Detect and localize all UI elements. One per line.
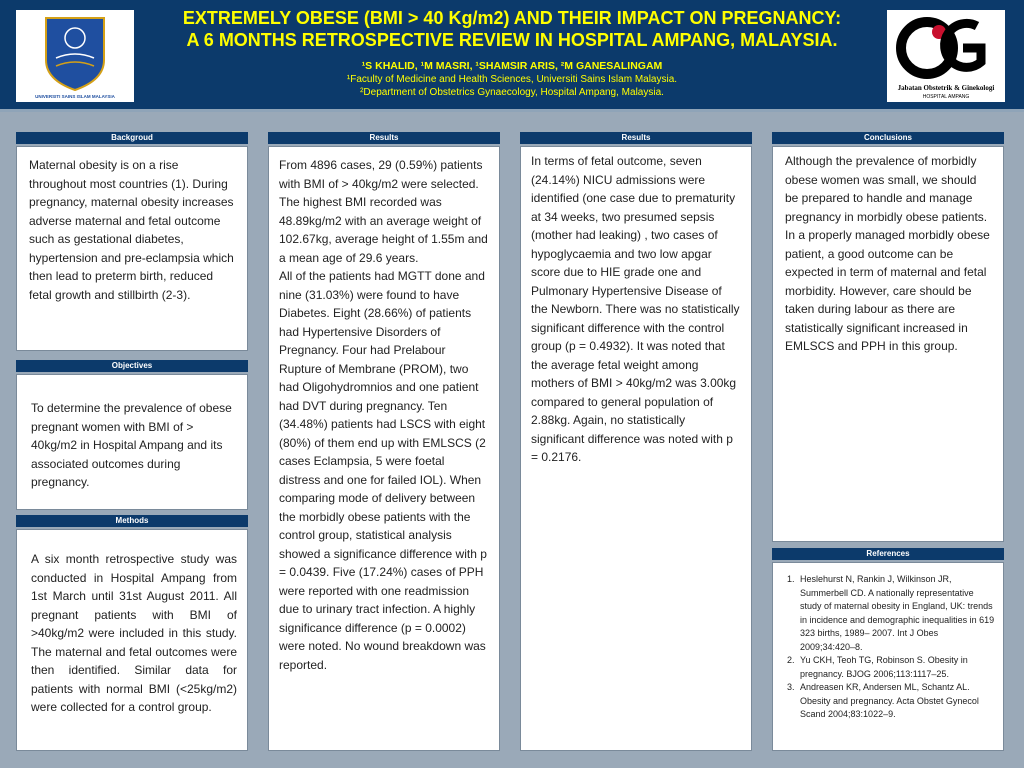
conclusions-panel — [772, 146, 1004, 542]
svg-text:UNIVERSITI SAINS ISLAM MALAYSI: UNIVERSITI SAINS ISLAM MALAYSIA — [35, 94, 115, 99]
background-heading: Backgroud — [16, 132, 248, 144]
og-logo-icon — [887, 10, 1005, 102]
poster-header — [0, 0, 1024, 112]
methods-panel — [16, 529, 248, 751]
background-text: Maternal obesity is on a rise throughout most countries (1). During pregnancy, maternal obesity increases adverse maternal and fetal outcome such as gestational diabetes, hypertension and pre-eclampsia which then lead to preterm birth, reduced fetal growth and stillbirth (2-3). — [29, 158, 234, 302]
affiliation-2: ²Department of Obstetrics Gynaecology, Hospital Ampang, Malaysia. — [360, 87, 664, 98]
usim-logo — [16, 10, 134, 102]
objectives-text: To determine the prevalence of obese pregnant women with BMI of > 40kg/m2 in Hospital Ampang and its associated outcomes during pregnancy. — [31, 401, 232, 489]
conclusions-text: Although the prevalence of morbidly obese women was small, we should be prepared to handle and manage pregnancy in morbidly obese patients. In a properly managed morbidly obese patient, a good outcome can be expected in term of maternal and fetal morbidity. However, care should be taken during labour as there are statistically significant increased in EMLSCS and PPH in this group. — [785, 154, 990, 353]
results-panel-1 — [268, 146, 500, 751]
svg-text:HOSPITAL AMPANG: HOSPITAL AMPANG — [922, 94, 970, 100]
results-panel-2 — [520, 146, 752, 751]
title-line-1: EXTREMELY OBESE (BMI > 40 Kg/m2) AND THEIR IMPACT ON PREGNANCY: — [182, 8, 842, 28]
svg-text:Jabatan Obstetrik & Ginekologi: Jabatan Obstetrik & Ginekologi — [897, 84, 995, 92]
objectives-heading: Objectives — [16, 360, 248, 372]
results-heading-2: Results — [520, 132, 752, 144]
results-heading-1: Results — [268, 132, 500, 144]
og-department-logo — [887, 10, 1005, 102]
references-heading: References — [772, 548, 1004, 560]
reference-item: 1. Heslehurst N, Rankin J, Wilkinson JR, Summerbell CD. A nationally representative study of maternal obesity in England, UK: trends in incidence and demographic inequalities in 619 323 births, 1989– 2007. Int J Obes 2009;34:420–8. — [797, 573, 995, 654]
poster-title — [140, 7, 884, 99]
title-line-2: A 6 MONTHS RETROSPECTIVE REVIEW IN HOSPITAL AMPANG, MALAYSIA. — [186, 30, 838, 50]
objectives-panel — [16, 374, 248, 510]
references-list — [783, 573, 995, 722]
background-panel — [16, 146, 248, 351]
authors: ¹S KHALID, ¹M MASRI, ¹SHAMSIR ARIS, ²M GANESALINGAM — [361, 60, 663, 72]
reference-item: 2. Yu CKH, Teoh TG, Robinson S. Obesity in pregnancy. BJOG 2006;113:1117–25. — [797, 654, 995, 681]
affiliation-1: ¹Faculty of Medicine and Health Sciences, Universiti Sains Islam Malaysia. — [346, 74, 678, 85]
usim-crest-icon — [16, 10, 134, 102]
reference-item: 3. Andreasen KR, Andersen ML, Schantz AL. Obesity and pregnancy. Acta Obstet Gynecol Scand 2004;83:1022–9. — [797, 681, 995, 722]
results-para-2: All of the patients had MGTT done and nine (31.03%) were found to have Diabetes. Eight (28.66%) of patients had Hypertensive Disorders of Pregnancy. Four had Prelabour Rupture of Membrane (PROM), two had Oligohydromnios and one patient had DVT during pregnancy. Ten (34.48%) patients had LSCS with eight (80%) of them end up with EMLSCS (2 cases Eclampsia, 5 were foetal distress and one for failed IOL). When comparing mode of delivery between the morbidly obese patients with the control group, statistical analysis showed a significance difference with p = 0.0439. Five (17.24%) cases of PPH were reported with one readmission due to urinary tract infection. A highly significance difference (p = 0.0002) were noted. No wound breakdown was reported. — [279, 269, 487, 672]
methods-heading: Methods — [16, 515, 248, 527]
references-panel — [772, 562, 1004, 751]
conclusions-heading: Conclusions — [772, 132, 1004, 144]
results-para-1: From 4896 cases, 29 (0.59%) patients with BMI of > 40kg/m2 were selected. The highest BMI recorded was 48.89kg/m2 with an average weight of 102.67kg, average height of 1.55m and a mean age of 29.6 years. — [279, 158, 488, 265]
results-text-2: In terms of fetal outcome, seven (24.14%) NICU admissions were identified (one case due to prematurity at 34 weeks, two presumed sepsis (mother had leaking) , two cases of hypoglycaemia and two low apgar score due to HIE grade one and Pulmonary Hypertensive Disease of the Newborn. There was no statistically significant difference with the control group (p = 0.4932). It was noted that the average fetal weight among mothers of BMI > 40kg/m2 was 3.00kg compared to general population of 2.88kg. Again, no statistically significant difference was noted with p = 0.2176. — [531, 154, 740, 464]
methods-text: A six month retrospective study was conducted in Hospital Ampang from 1st March until 31st August 2011. All pregnant patients with BMI of >40kg/m2 were included in this study. The maternal and fetal outcomes were then identified. Similar data for patients with normal BMI (<25kg/m2) were collected for a control group. — [31, 552, 237, 714]
